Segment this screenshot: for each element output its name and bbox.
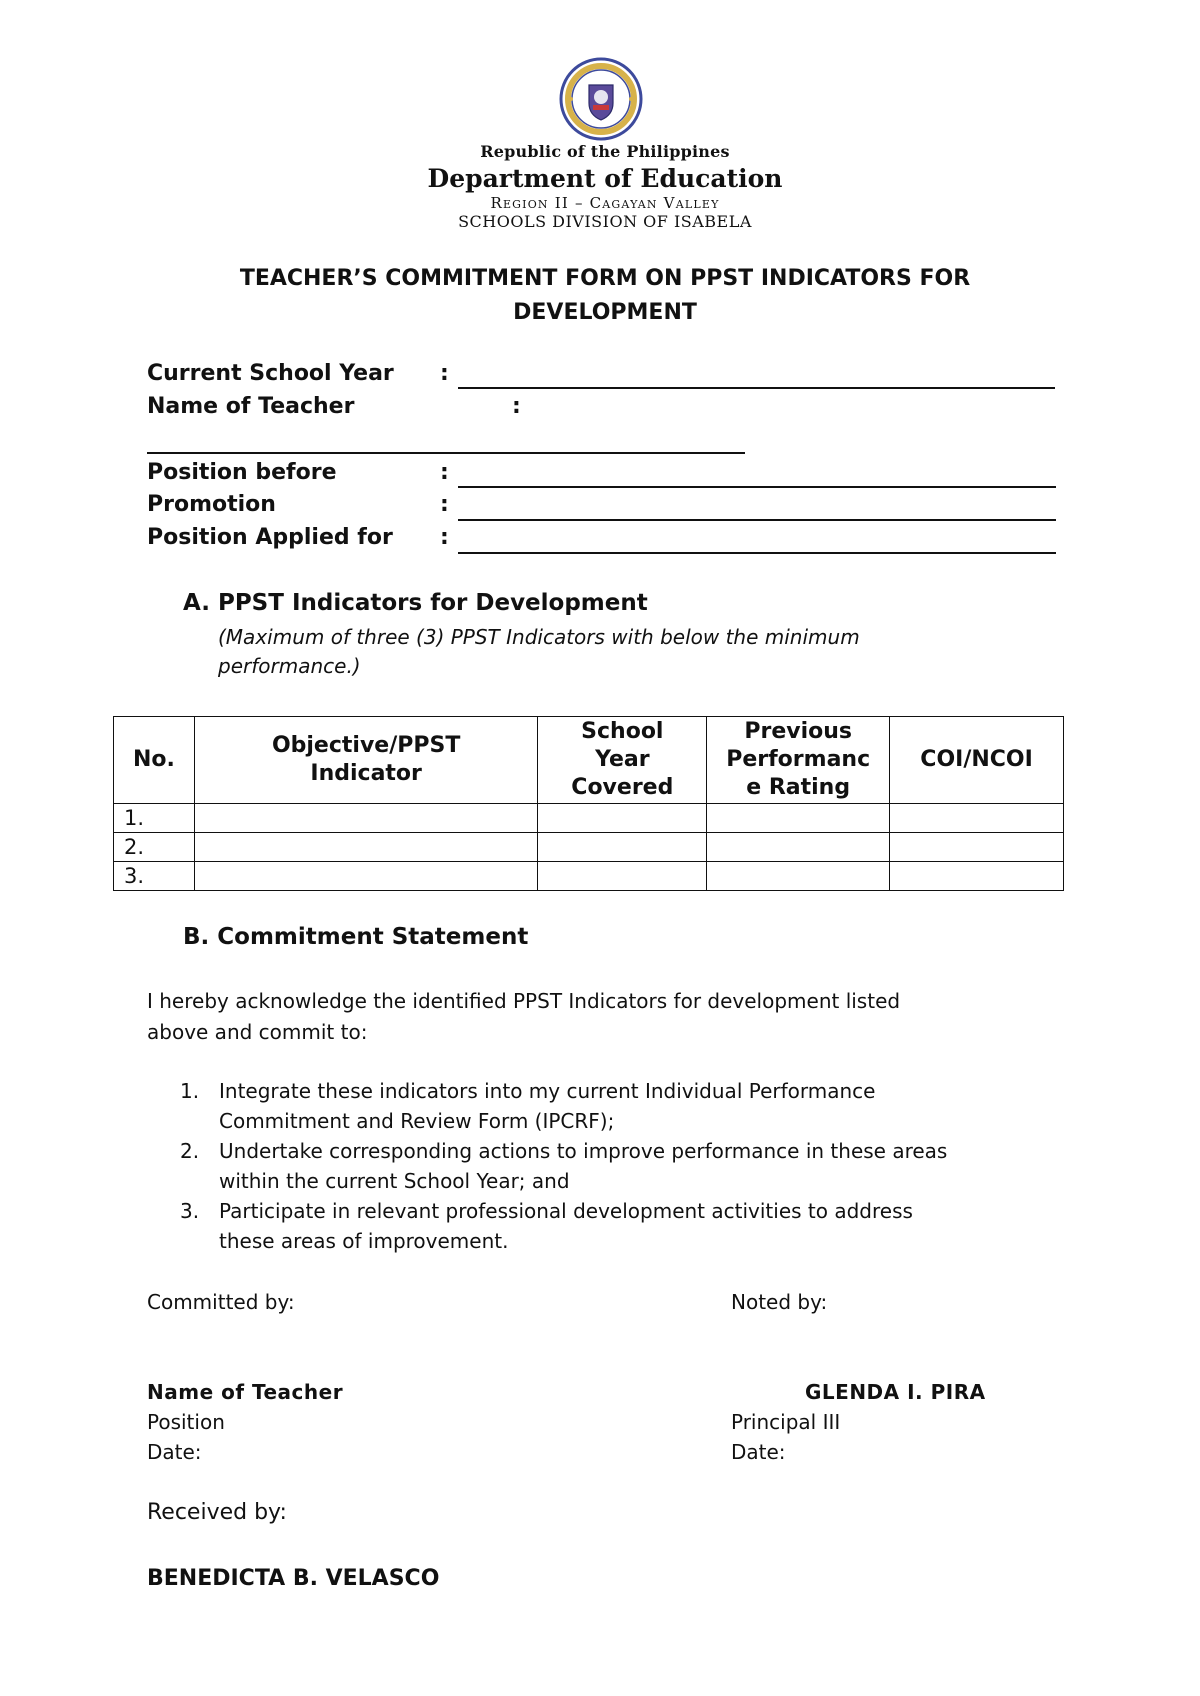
list-item (180, 1136, 1060, 1196)
table-row (114, 804, 1064, 833)
promotion-label: Promotion (147, 492, 276, 517)
form-title (150, 262, 1060, 330)
header-objective-line1: Objective/PPST (271, 733, 461, 758)
table-header-row (114, 717, 1064, 804)
list-item (180, 1196, 1060, 1256)
principal-date: Date: (731, 1440, 786, 1464)
division-label: SCHOOLS DIVISION OF ISABELA (458, 212, 752, 231)
objective-cell[interactable] (194, 804, 538, 833)
table-row (114, 862, 1064, 891)
list-item-line1: Integrate these indicators into my current Individual Performance (219, 1079, 876, 1103)
republic-label: Republic of the Philippines (480, 142, 730, 161)
form-title-line2: DEVELOPMENT (513, 300, 697, 325)
previous-rating-cell[interactable] (707, 833, 890, 862)
school-year-label: Current School Year (147, 361, 394, 386)
position-before-field[interactable] (458, 486, 1056, 488)
section-a-heading: A. PPST Indicators for Development (183, 590, 648, 616)
teacher-signature-name: Name of Teacher (147, 1380, 344, 1404)
row-number: 3. (114, 862, 195, 891)
previous-rating-cell[interactable] (707, 862, 890, 891)
header-school-year (538, 717, 707, 804)
position-before-colon: : (440, 460, 449, 485)
header-prev-line1: Previous (744, 719, 852, 744)
teacher-name-label: Name of Teacher (147, 394, 355, 419)
teacher-signature-date: Date: (147, 1440, 202, 1464)
school-year-cell[interactable] (538, 862, 707, 891)
position-applied-colon: : (440, 525, 449, 550)
header-coi-ncoi: COI/NCOI (890, 717, 1064, 804)
header-previous-rating (707, 717, 890, 804)
coi-ncoi-cell[interactable] (890, 862, 1064, 891)
list-item-line2: these areas of improvement. (219, 1229, 509, 1253)
received-by-label: Received by: (147, 1500, 287, 1525)
objective-cell[interactable] (194, 833, 538, 862)
school-year-cell[interactable] (538, 833, 707, 862)
region-label: Region II – Cagayan Valley (490, 194, 720, 212)
list-item-line1: Undertake corresponding actions to improve performance in these areas (219, 1139, 948, 1163)
row-number: 1. (114, 804, 195, 833)
position-before-label: Position before (147, 460, 337, 485)
form-title-line1: TEACHER’S COMMITMENT FORM ON PPST INDICATORS FOR (239, 266, 971, 291)
objective-cell[interactable] (194, 862, 538, 891)
list-item (180, 1076, 1060, 1136)
teacher-name-field[interactable] (147, 452, 745, 454)
principal-position: Principal III (731, 1410, 841, 1434)
position-applied-label: Position Applied for (147, 525, 393, 550)
commitment-statement (147, 986, 1027, 1048)
list-item-line2: within the current School Year; and (219, 1169, 570, 1193)
section-b-heading: B. Commitment Statement (183, 924, 529, 950)
teacher-signature-position: Position (147, 1410, 225, 1434)
header-prev-line3: e Rating (746, 775, 851, 800)
list-item-number: 1. (180, 1079, 200, 1103)
promotion-field[interactable] (458, 519, 1056, 521)
header-objective (194, 717, 538, 804)
section-a-note-line1: (Maximum of three (3) PPST Indicators with below the minimum (218, 625, 860, 649)
statement-line2: above and commit to: (147, 1020, 368, 1044)
school-year-field[interactable] (458, 387, 1055, 389)
teacher-name-colon: : (512, 394, 521, 419)
principal-name: GLENDA I. PIRA (805, 1380, 986, 1404)
coi-ncoi-cell[interactable] (890, 833, 1064, 862)
header-no: No. (114, 717, 195, 804)
coi-ncoi-cell[interactable] (890, 804, 1064, 833)
receiver-name: BENEDICTA B. VELASCO (147, 1566, 440, 1591)
header-sy-line1: School (581, 719, 664, 744)
header-prev-line2: Performanc (726, 747, 871, 772)
section-a-note-line2: performance.) (218, 654, 361, 678)
school-year-cell[interactable] (538, 804, 707, 833)
table-row (114, 833, 1064, 862)
committed-by-label: Committed by: (147, 1290, 295, 1314)
position-applied-field[interactable] (458, 552, 1056, 554)
ppst-indicators-table (113, 716, 1064, 891)
section-a-note (218, 623, 978, 681)
row-number: 2. (114, 833, 195, 862)
noted-by-label: Noted by: (731, 1290, 828, 1314)
header-sy-line2: Year (595, 747, 650, 772)
promotion-colon: : (440, 492, 449, 517)
list-item-number: 2. (180, 1139, 200, 1163)
department-label: Department of Education (427, 164, 783, 193)
list-item-line2: Commitment and Review Form (IPCRF); (219, 1109, 615, 1133)
list-item-number: 3. (180, 1199, 200, 1223)
header-sy-line3: Covered (571, 775, 674, 800)
list-item-line1: Participate in relevant professional development activities to address (219, 1199, 913, 1223)
deped-seal-icon (559, 57, 643, 141)
header-objective-line2: Indicator (310, 761, 422, 786)
school-year-colon: : (440, 361, 449, 386)
commitment-list (180, 1076, 1060, 1256)
previous-rating-cell[interactable] (707, 804, 890, 833)
statement-line1: I hereby acknowledge the identified PPST Indicators for development listed (147, 989, 901, 1013)
